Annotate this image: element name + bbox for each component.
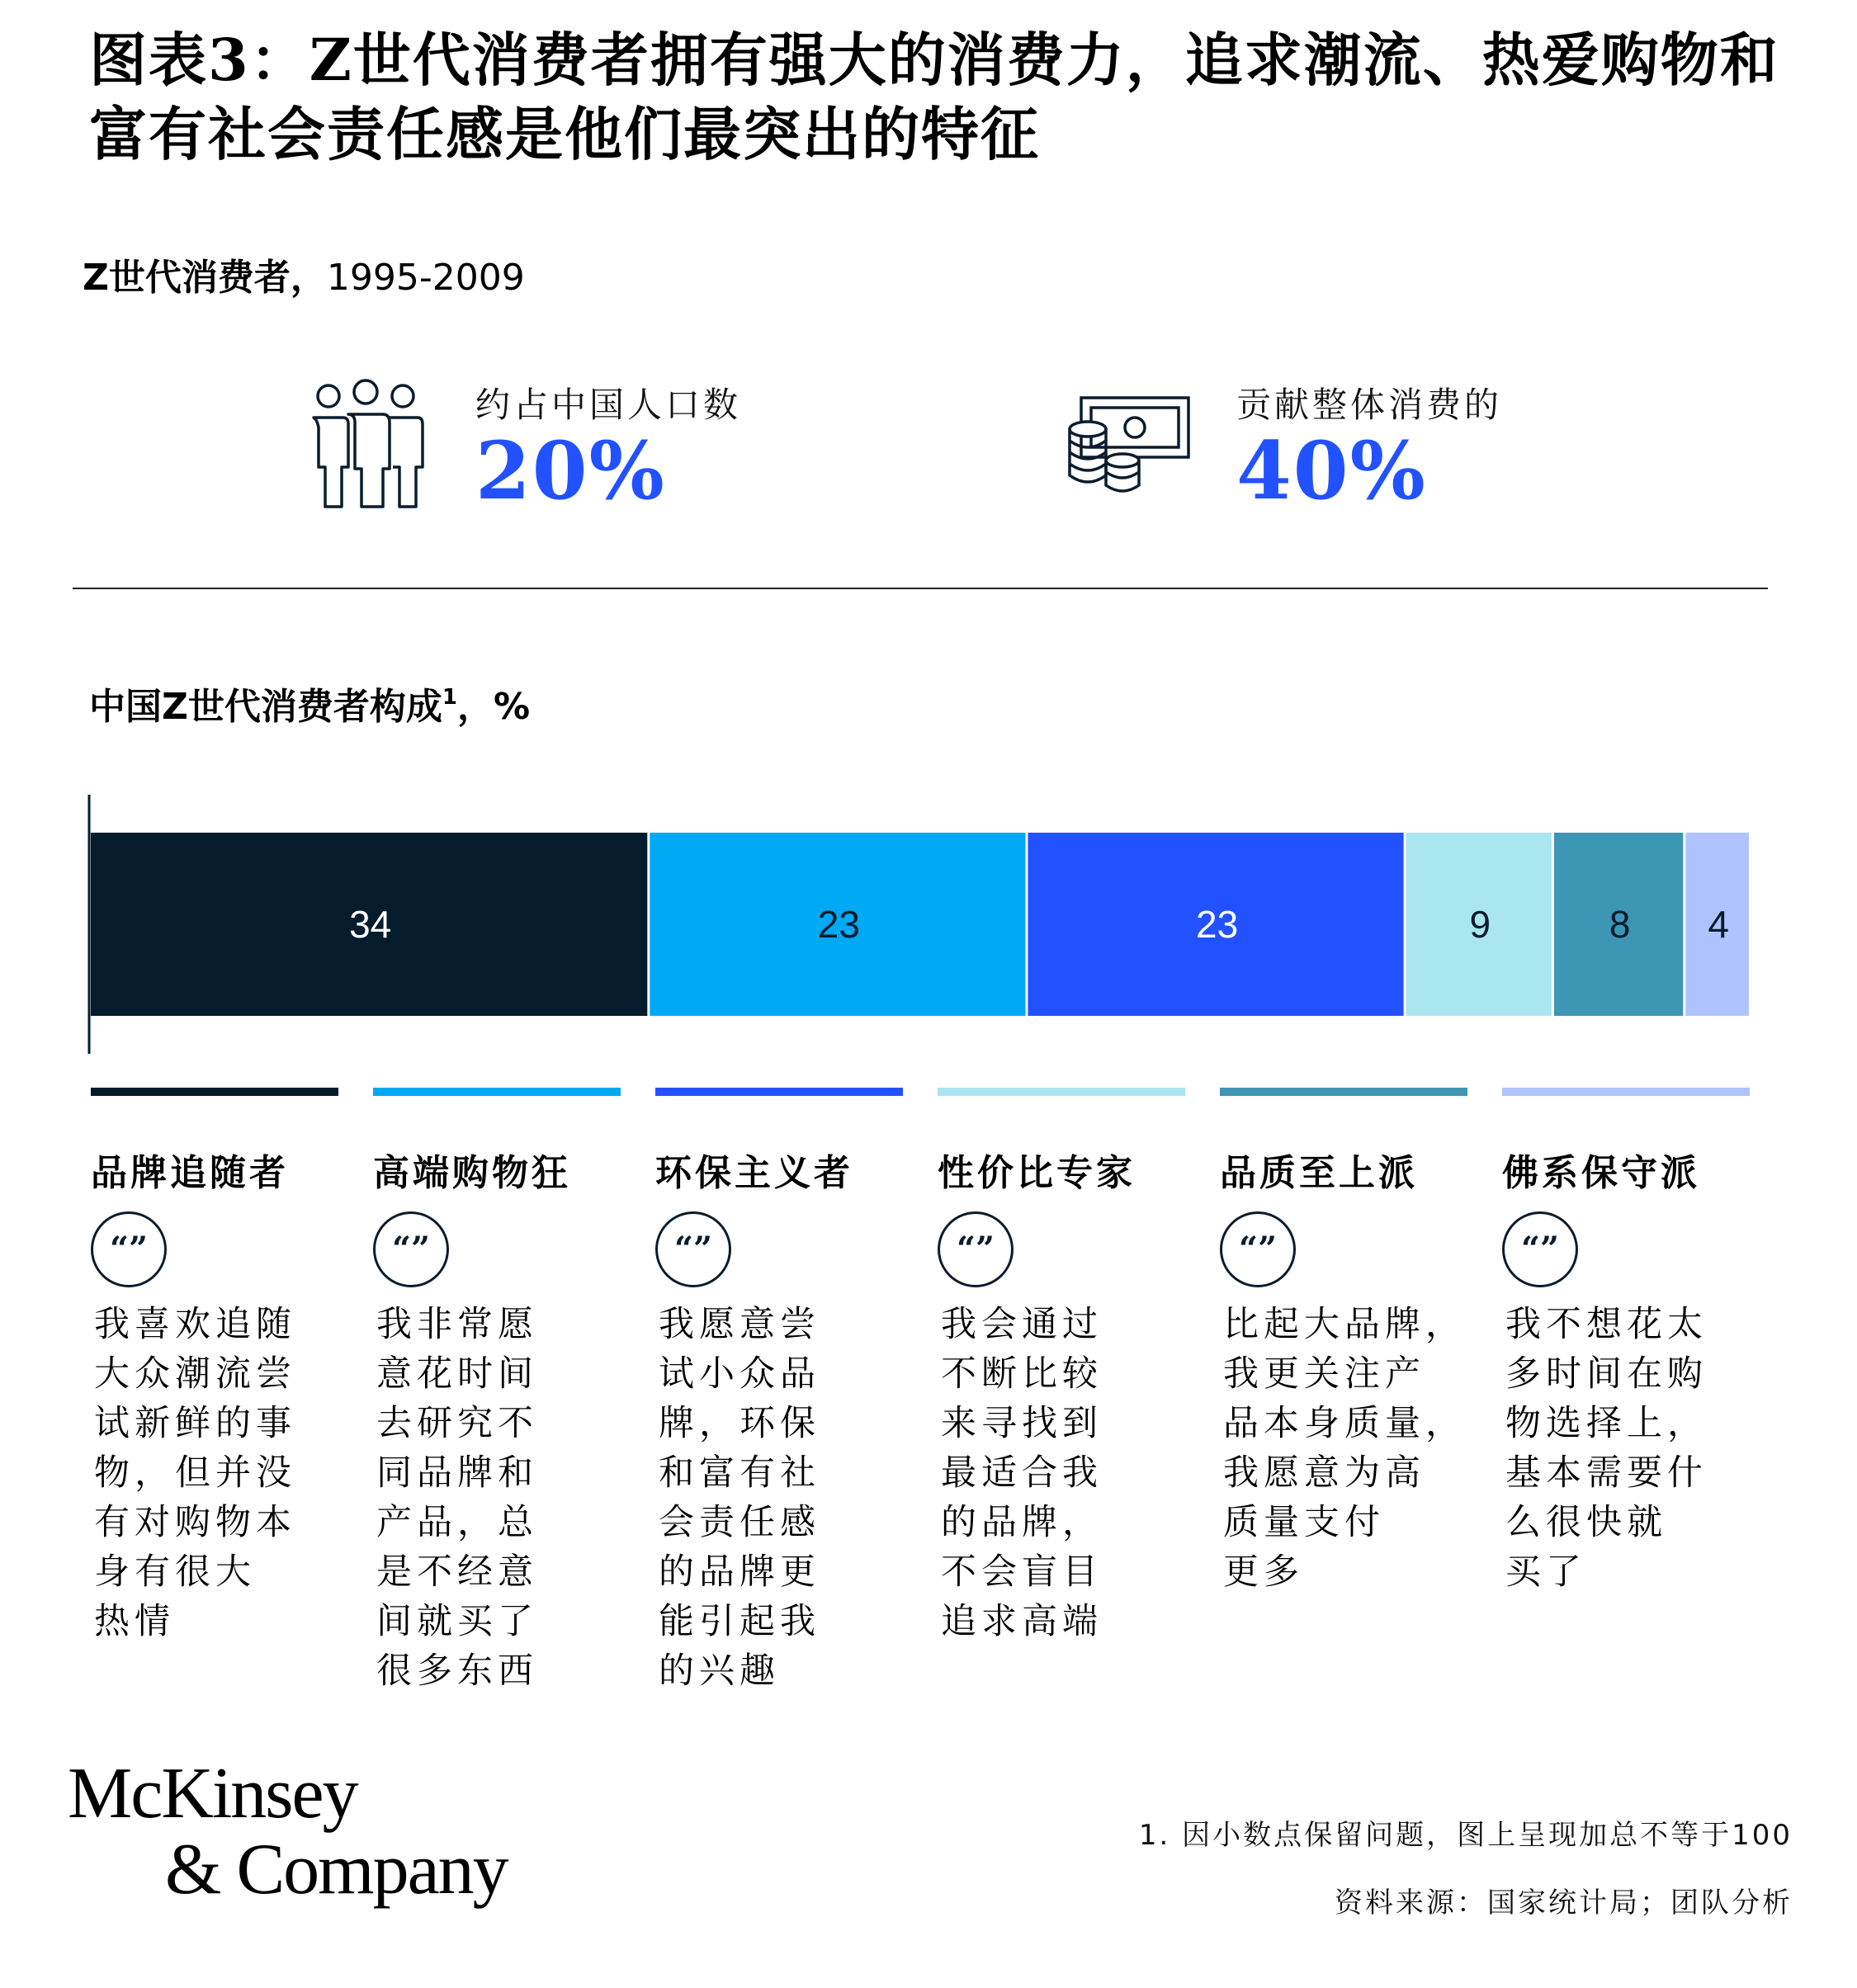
bar-value-label: 4 (1708, 903, 1729, 946)
segment-quote: 我非常愿 意花时间 去研究不 同品牌和 产品，总 是不经意 间就买了 很多东西 (376, 1304, 538, 1692)
source-note: 资料来源：国家统计局；团队分析 (1335, 1886, 1793, 1920)
segment-name: 佛系保守派 (1502, 1152, 1700, 1194)
stat-population-value: 20% (475, 424, 666, 517)
logo-line-1: McKinsey (68, 1754, 357, 1834)
segment-color-rule (91, 1088, 338, 1096)
bar-value-label: 23 (1195, 903, 1239, 946)
chart-title-footnote-mark: 1 (442, 685, 457, 710)
chart-title (89, 677, 530, 730)
segment-name: 品牌追随者 (91, 1152, 289, 1194)
segment-quote: 我会通过 不断比较 来寻找到 最适合我 的品牌， 不会盲目 追求高端 (941, 1304, 1103, 1642)
segment-color-rule (655, 1088, 903, 1096)
page-title: 图表3：Z世代消费者拥有强大的消费力，追求潮流、热爱购物和富有社会责任感是他们最突出的特征 (89, 26, 1779, 168)
footnote: 1. 因小数点保留问题，图上呈现加总不等于100 (1138, 1819, 1793, 1852)
stat-consumption-value: 40% (1236, 424, 1427, 517)
section-divider (73, 588, 1768, 589)
segment-quote: 我喜欢追随 大众潮流尝 试新鲜的事 物，但并没 有对购物本 身有很大 热情 (94, 1304, 296, 1642)
bar-value-label: 9 (1469, 903, 1491, 946)
segment-quote: 我愿意尝 试小众品 牌，环保 和富有社 会责任感 的品牌更 能引起我 的兴趣 (659, 1304, 820, 1692)
people-icon (304, 378, 428, 510)
bar-value-label: 34 (349, 903, 392, 946)
segment-quote: 比起大品牌， 我更关注产 品本身质量， 我愿意为高 质量支付 更多 (1223, 1304, 1466, 1593)
chart-title-text: 中国Z世代消费者构成 (89, 686, 442, 728)
segment-name: 环保主义者 (655, 1152, 853, 1194)
segment-name: 高端购物狂 (373, 1152, 571, 1194)
stat-population-label: 约占中国人口数 (475, 385, 742, 425)
segment-color-rule (1502, 1088, 1750, 1096)
bar-value-label: 23 (817, 903, 860, 946)
subtitle-bold: Z世代消费者， (83, 257, 327, 299)
quote-icon: “” (373, 1211, 449, 1287)
quote-icon: “” (655, 1211, 731, 1287)
segment-color-rule (938, 1088, 1185, 1096)
segment-color-rule (373, 1088, 621, 1096)
stacked-bar-chart (83, 788, 1774, 1060)
bar-value-label: 8 (1609, 903, 1631, 946)
section-subtitle (83, 248, 525, 300)
stat-consumption-label: 贡献整体消费的 (1236, 385, 1503, 425)
logo-line-2: & Company (165, 1830, 508, 1910)
stat-consumption (1065, 378, 1642, 527)
quote-icon: “” (938, 1211, 1014, 1287)
subtitle-years: 1995-2009 (326, 257, 525, 299)
mckinsey-logo (68, 1756, 508, 1908)
money-coins-icon (1065, 394, 1197, 502)
chart-title-unit: ，% (457, 686, 531, 728)
quote-icon: “” (1220, 1211, 1296, 1287)
segment-color-rule (1220, 1088, 1467, 1096)
segment-quote: 我不想花太 多时间在购 物选择上， 基本需要什 么很快就 买了 (1505, 1304, 1708, 1593)
stat-population (304, 378, 881, 527)
segment-name: 性价比专家 (938, 1152, 1136, 1194)
quote-icon: “” (1502, 1211, 1578, 1287)
quote-icon: “” (91, 1211, 167, 1287)
segment-name: 品质至上派 (1220, 1152, 1418, 1194)
